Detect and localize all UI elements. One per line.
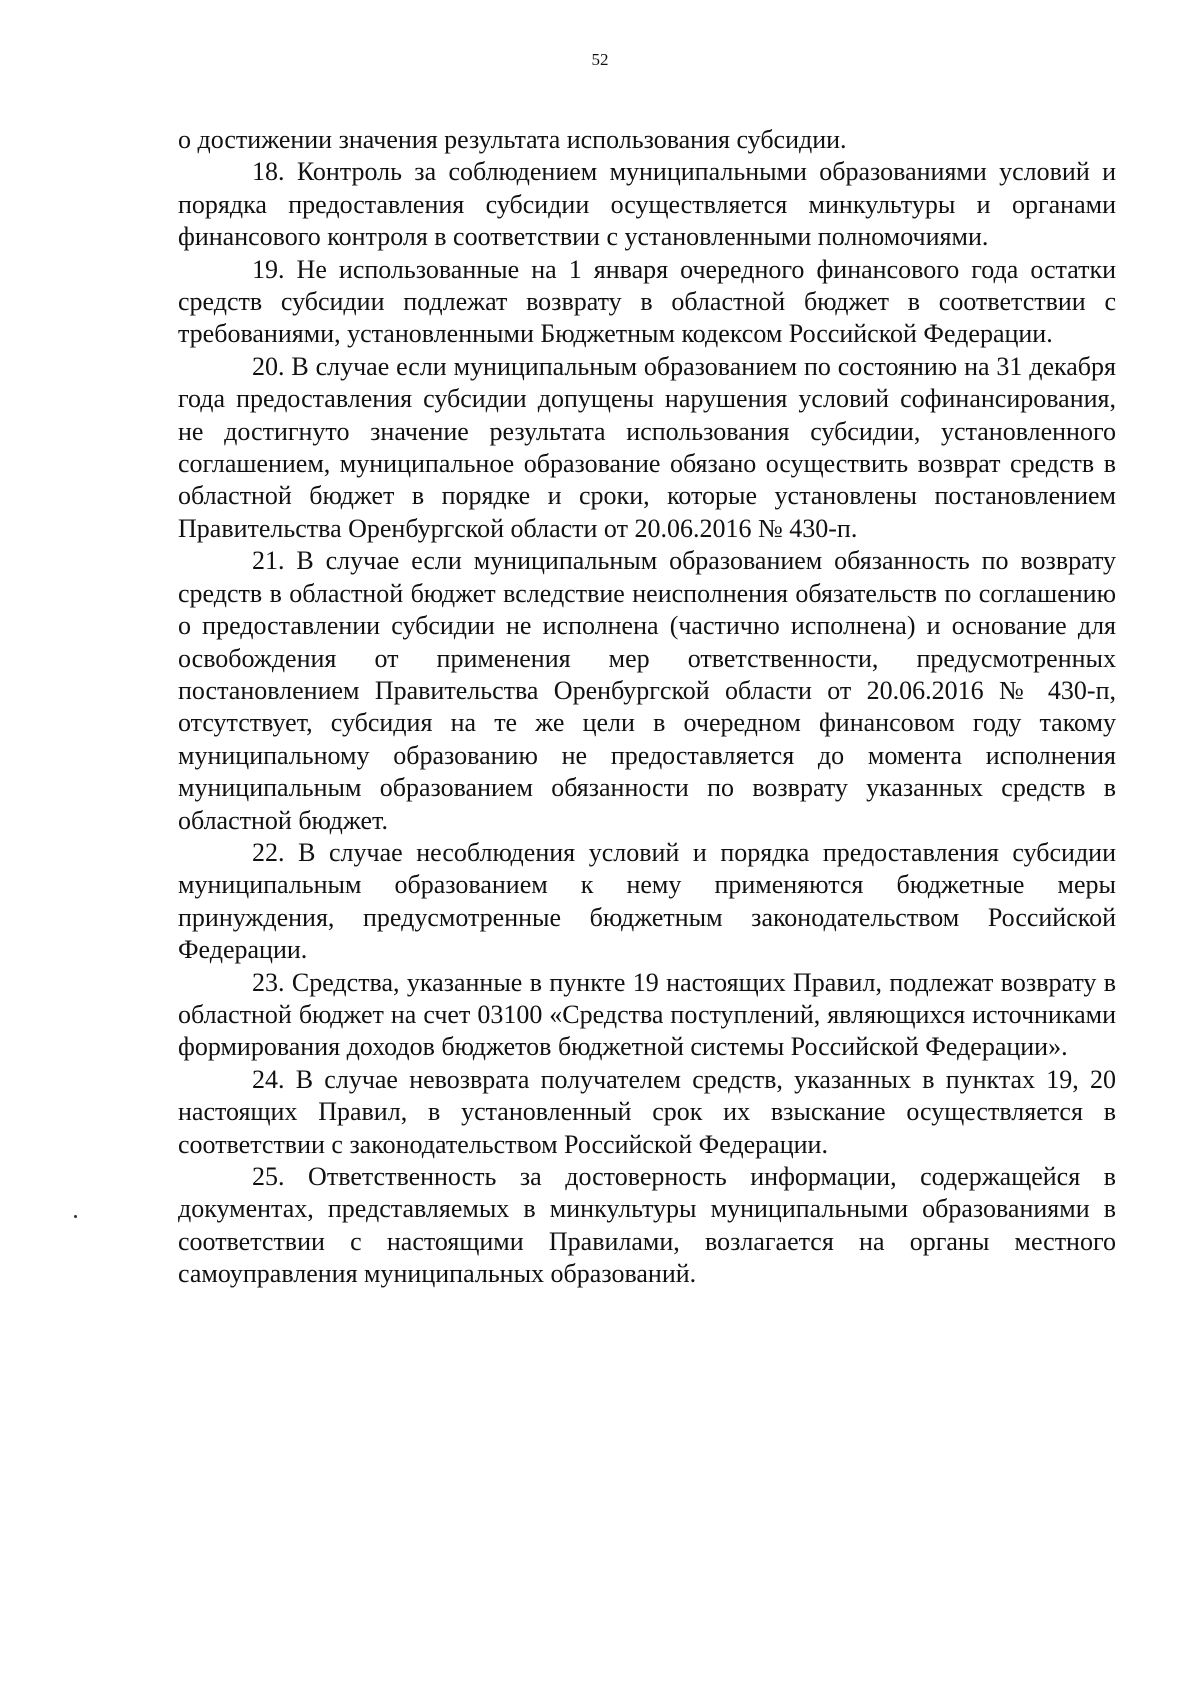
paragraph-22: 22. В случае несоблюдения условий и порядка предоставления субсидии муниципальным образованием к нему применяются бюджетные меры принуждения, предусмотренные бюджетным законодательством Российской Федерации. bbox=[178, 837, 1116, 965]
paragraph-25: 25. Ответственность за достоверность информации, содержащейся в документах, представляемых в минкультуры муниципальными образованиями в соответствии с настоящими Правилами, возлагается на органы местного самоуправления муниципальных образований. bbox=[178, 1162, 1116, 1289]
paragraph-18: 18. Контроль за соблюдением муниципальными образованиями условий и порядка предоставления субсидии осуществляется минкультуры и органами финансового контроля в соответствии с установленными полномочиями. bbox=[178, 157, 1116, 252]
page-number: 52 bbox=[591, 50, 609, 69]
paragraph-24: 24. В случае невозврата получателем средств, указанных в пунктах 19, 20 настоящих Правил, в установленный срок их взыскание осуществляется в соответствии с законодательством Российской Федерации. bbox=[178, 1064, 1116, 1159]
paragraph-23: 23. Средства, указанные в пункте 19 настоящих Правил, подлежат возврату в областной бюджет на счет 03100 «Средства поступлений, являющихся источниками формирования доходов бюджетов бюджетной системы Российской Федерации». bbox=[178, 967, 1116, 1062]
scan-speck bbox=[74, 1215, 77, 1218]
paragraph-19: 19. Не использованные на 1 января очередного финансового года остатки средств субсидии подлежат возврату в областной бюджет в соответствии с требованиями, установленными Бюджетным кодексом Российской Федерации. bbox=[178, 254, 1116, 349]
document-body bbox=[178, 124, 1116, 1291]
paragraph-21: 21. В случае если муниципальным образованием обязанность по возврату средств в областной бюджет вследствие неисполнения обязательств по соглашению о предоставлении субсидии не исполнена (частично исполнена) и основание для освобождения от применения мер ответственности, предусмотренных постановлением Правительства Оренбургской области от 20.06.2016 № 430-п, отсутствует, субсидия на те же цели в очередном финансовом году такому муниципальному образованию не предоставляется до момента исполнения муниципальным образованием обязанности по возврату указанных средств в областной бюджет. bbox=[178, 546, 1116, 835]
paragraph-continuation: о достижении значения результата использования субсидии. bbox=[178, 125, 847, 154]
paragraph-20: 20. В случае если муниципальным образованием по состоянию на 31 декабря года предоставления субсидии допущены нарушения условий софинансирования, не достигнуто значение результата использования субсидии, установленного соглашением, муниципальное образование обязано осуществить возврат средств в областной бюджет в порядке и сроки, которые установлены постановлением Правительства Оренбургской области от 20.06.2016 № 430-п. bbox=[178, 351, 1116, 543]
